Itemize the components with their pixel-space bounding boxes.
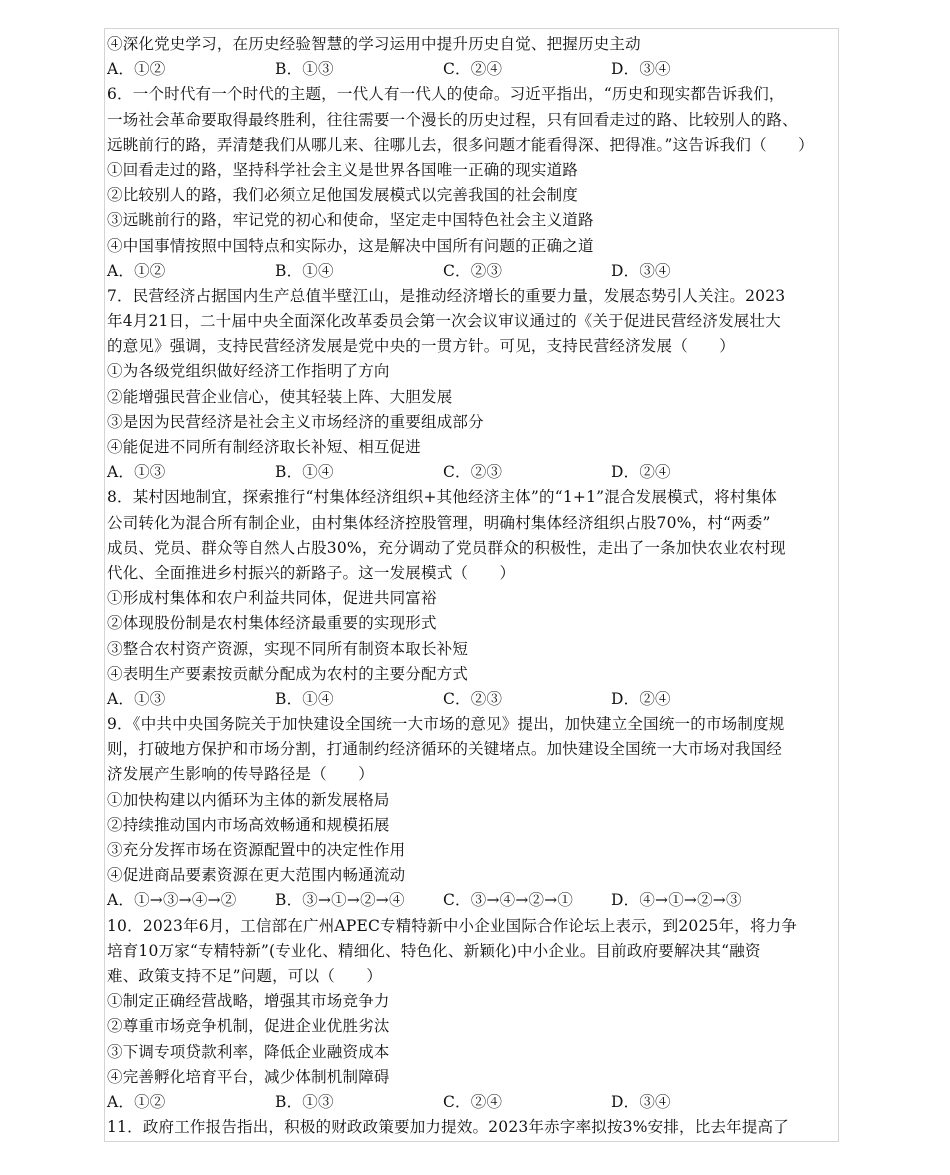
question-stem-line: 则，打破地方保护和市场分割，打通制约经济循环的关键堵点。加快建设全国统一大市场对我国经: [107, 740, 783, 759]
question-stem-line: 难、政策支持不足”问题，可以（ ）: [107, 966, 383, 985]
question-block: [107, 82, 837, 284]
question-block: [107, 1115, 837, 1140]
statement-line: ④完善孵化培育平台，减少体制机制障碍: [107, 1067, 390, 1086]
answer-options: [107, 888, 837, 913]
question-stem-line: 一场社会革命要取得最终胜利，往往需要一个漫长的历史过程，只有回看走过的路、比较别人的路、: [107, 110, 798, 129]
answer-option: B．①③: [275, 1092, 334, 1111]
question-stem-line: 9．《中共中央国务院关于加快建设全国统一大市场的意见》提出，加快建立全国统一的市场制度规: [107, 715, 785, 734]
statement-line: ③下调专项贷款利率，降低企业融资成本: [107, 1042, 390, 1061]
answer-option: C．③→④→②→①: [443, 891, 574, 910]
statement-line: ②体现股份制是农村集体经济最重要的实现形式: [107, 614, 437, 633]
question-stem-line: 公司转化为混合所有制企业，由村集体经济控股管理，明确村集体经济组织占股70%，村“两委”: [107, 513, 771, 532]
answer-option: A．①③: [107, 689, 166, 708]
question-block: [107, 32, 837, 82]
answer-options: [107, 259, 837, 284]
question-stem-line: 10．2023年6月，工信部在广州APEC专精特新中小企业国际合作论坛上表示，到2025年，将力争: [107, 916, 798, 935]
answer-option: D．②④: [611, 689, 671, 708]
answer-option: D．③④: [611, 60, 671, 79]
answer-option: B．③→①→②→④: [275, 891, 405, 910]
answer-option: D．③④: [611, 1092, 671, 1111]
question-block: [107, 712, 837, 914]
statement-line: ④表明生产要素按贡献分配成为农村的主要分配方式: [107, 664, 469, 683]
question-stem-line: 济发展产生影响的传导路径是（ ）: [107, 765, 374, 784]
statement-line: ③充分发挥市场在资源配置中的决定性作用: [107, 841, 406, 859]
statement-line: ④促进商品要素资源在更大范围内畅通流动: [107, 866, 406, 885]
question-block: [107, 914, 837, 1116]
answer-option: A．①②: [107, 261, 166, 280]
statement-line: ②能增强民营企业信心，使其轻装上阵、大胆发展: [107, 387, 453, 406]
answer-option: C．②④: [443, 60, 503, 79]
question-stem-line: 6．一个时代有一个时代的主题，一代人有一代人的使命。习近平指出，“历史和现实都告诉我们，: [107, 85, 785, 104]
question-stem-line: 代化、全面推进乡村振兴的新路子。这一发展模式（ ）: [107, 563, 516, 582]
question-block: [107, 284, 837, 486]
statement-line: ③整合农村资产资源，实现不同所有制资本取长补短: [107, 639, 469, 658]
statement-line: ①加快构建以内循环为主体的新发展格局: [107, 790, 390, 809]
statement-line: ①制定正确经营战略，增强其市场竞争力: [107, 992, 390, 1011]
statement-line: ②尊重市场竞争机制，促进企业优胜劣汰: [107, 1017, 390, 1036]
answer-option: C．②③: [443, 261, 503, 280]
question-stem-line: 年4月21日，二十届中央全面深化改革委员会第一次会议审议通过的《关于促进民营经济发展壮大: [107, 312, 781, 331]
statement-line: ③是因为民营经济是社会主义市场经济的重要组成部分: [107, 412, 484, 431]
answer-option: B．①④: [275, 261, 334, 280]
statement-line: ①为各级党组织做好经济工作指明了方向: [107, 362, 390, 381]
question-stem-line: 培育10万家“专精特新”(专业化、精细化、特色化、新颖化)中小企业。目前政府要解决其“融资: [107, 941, 761, 960]
answer-option: D．②④: [611, 463, 671, 482]
answer-options: [107, 687, 837, 712]
answer-option: A．①→③→④→②: [107, 891, 237, 910]
statement-line: ③远眺前行的路，牢记党的初心和使命，坚定走中国特色社会主义道路: [107, 211, 594, 230]
question-stem-line: 成员、党员、群众等自然人占股30%，充分调动了党员群众的积极性，走出了一条加快农业农村现: [107, 538, 786, 557]
answer-options: [107, 460, 837, 485]
document-page: [104, 28, 839, 1142]
answer-option: C．②③: [443, 689, 503, 708]
question-stem-line: 的意见》强调，支持民营经济发展是党中央的一贯方针。可见，支持民营经济发展（ ）: [107, 337, 736, 356]
question-stem-line: 11．政府工作报告指出，积极的财政政策要加力提效。2023年赤字率拟按3%安排，比去年提高了: [107, 1118, 789, 1137]
answer-options: [107, 57, 837, 82]
answer-option: C．②④: [443, 1092, 503, 1111]
answer-option: B．①③: [275, 60, 334, 79]
statement-line: ②比较别人的路，我们必须立足他国发展模式以完善我国的社会制度: [107, 186, 579, 205]
answer-option: B．①④: [275, 463, 334, 482]
statement-line: ④中国事情按照中国特点和实际办，这是解决中国所有问题的正确之道: [107, 236, 594, 255]
statement-line: ④能促进不同所有制经济取长补短、相互促进: [107, 438, 422, 456]
answer-option: D．③④: [611, 261, 671, 280]
statement-line: ①回看走过的路，坚持科学社会主义是世界各国唯一正确的现实道路: [107, 160, 579, 179]
question-stem-line: 7．民营经济占据国内生产总值半壁江山，是推动经济增长的重要力量，发展态势引人关注。2023: [107, 286, 786, 305]
answer-option: A．①②: [107, 1092, 166, 1111]
question-stem-line: 8．某村因地制宜，探索推行“村集体经济组织+其他经济主体”的“1+1”混合发展模式，将村集体: [107, 488, 777, 507]
answer-option: A．①②: [107, 60, 166, 79]
statement-line: ④深化党史学习，在历史经验智慧的学习运用中提升历史自觉、把握历史主动: [107, 35, 641, 53]
statement-line: ②持续推动国内市场高效畅通和规模拓展: [107, 815, 390, 834]
answer-options: [107, 1090, 837, 1115]
question-block: [107, 485, 837, 712]
answer-option: A．①③: [107, 463, 166, 482]
statement-line: ①形成村集体和农户利益共同体，促进共同富裕: [107, 589, 437, 608]
answer-option: C．②③: [443, 463, 503, 482]
question-list: [107, 32, 837, 1140]
question-stem-line: 远眺前行的路，弄清楚我们从哪儿来、往哪儿去，很多问题才能看得深、把得准。”这告诉我们（ ）: [107, 135, 814, 154]
answer-option: D．④→①→②→③: [611, 891, 742, 910]
answer-option: B．①④: [275, 689, 334, 708]
